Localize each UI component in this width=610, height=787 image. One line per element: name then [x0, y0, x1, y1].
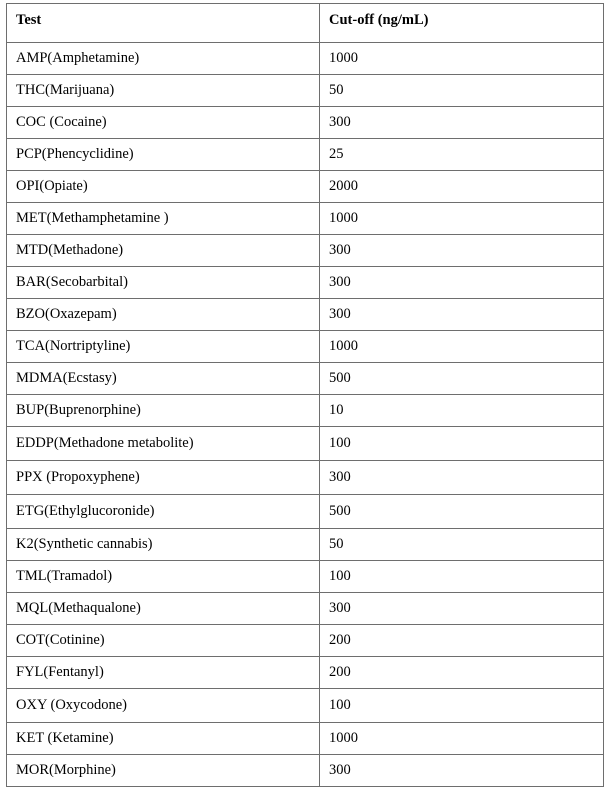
- test-cell: MTD(Methadone): [7, 235, 320, 267]
- test-cell: TCA(Nortriptyline): [7, 331, 320, 363]
- table-row: [7, 755, 604, 787]
- test-cell: COC (Cocaine): [7, 107, 320, 139]
- cutoff-cell: 300: [320, 299, 604, 331]
- cutoff-cell: 100: [320, 689, 604, 723]
- cutoff-cell: 500: [320, 495, 604, 529]
- cutoff-cell: 25: [320, 139, 604, 171]
- test-cell: THC(Marijuana): [7, 75, 320, 107]
- test-cell: K2(Synthetic cannabis): [7, 529, 320, 561]
- table-row: [7, 395, 604, 427]
- header-test: Test: [7, 4, 320, 43]
- cutoff-cell: 1000: [320, 203, 604, 235]
- test-cell: MOR(Morphine): [7, 755, 320, 787]
- test-cell: EDDP(Methadone metabolite): [7, 427, 320, 461]
- cutoff-cell: 300: [320, 461, 604, 495]
- test-cell: PPX (Propoxyphene): [7, 461, 320, 495]
- header-cutoff: Cut-off (ng/mL): [320, 4, 604, 43]
- table-row: [7, 427, 604, 461]
- table-row: [7, 75, 604, 107]
- test-cell: MQL(Methaqualone): [7, 593, 320, 625]
- cutoff-cell: 200: [320, 657, 604, 689]
- table-row: [7, 171, 604, 203]
- test-cell: MET(Methamphetamine ): [7, 203, 320, 235]
- cutoff-cell: 300: [320, 267, 604, 299]
- table-row: [7, 657, 604, 689]
- test-cell: COT(Cotinine): [7, 625, 320, 657]
- test-cell: PCP(Phencyclidine): [7, 139, 320, 171]
- cutoff-cell: 300: [320, 593, 604, 625]
- table-row: [7, 203, 604, 235]
- table-row: [7, 495, 604, 529]
- test-cell: FYL(Fentanyl): [7, 657, 320, 689]
- test-cell: MDMA(Ecstasy): [7, 363, 320, 395]
- table-row: [7, 461, 604, 495]
- test-cell: BZO(Oxazepam): [7, 299, 320, 331]
- cutoff-cell: 1000: [320, 43, 604, 75]
- table-row: [7, 107, 604, 139]
- cutoff-cell: 1000: [320, 331, 604, 363]
- test-cell: AMP(Amphetamine): [7, 43, 320, 75]
- table-row: [7, 331, 604, 363]
- table-row: [7, 689, 604, 723]
- table-row: [7, 43, 604, 75]
- cutoff-cell: 300: [320, 107, 604, 139]
- cutoff-cell: 1000: [320, 723, 604, 755]
- table-row: [7, 299, 604, 331]
- test-cell: OPI(Opiate): [7, 171, 320, 203]
- cutoff-cell: 10: [320, 395, 604, 427]
- cutoff-cell: 100: [320, 561, 604, 593]
- table-row: [7, 561, 604, 593]
- cutoff-cell: 200: [320, 625, 604, 657]
- test-cell: KET (Ketamine): [7, 723, 320, 755]
- table-row: [7, 723, 604, 755]
- cutoff-cell: 300: [320, 235, 604, 267]
- test-cell: BAR(Secobarbital): [7, 267, 320, 299]
- table-row: [7, 593, 604, 625]
- cutoff-cell: 2000: [320, 171, 604, 203]
- test-cell: ETG(Ethylglucoronide): [7, 495, 320, 529]
- table-row: [7, 625, 604, 657]
- cutoff-table: [6, 3, 604, 787]
- cutoff-cell: 300: [320, 755, 604, 787]
- table-row: [7, 363, 604, 395]
- cutoff-cell: 500: [320, 363, 604, 395]
- test-cell: TML(Tramadol): [7, 561, 320, 593]
- cutoff-cell: 100: [320, 427, 604, 461]
- table-row: [7, 267, 604, 299]
- table-body: [7, 43, 604, 787]
- cutoff-cell: 50: [320, 75, 604, 107]
- test-cell: OXY (Oxycodone): [7, 689, 320, 723]
- test-cell: BUP(Buprenorphine): [7, 395, 320, 427]
- table-header-row: [7, 4, 604, 43]
- table-row: [7, 529, 604, 561]
- table-row: [7, 139, 604, 171]
- table-row: [7, 235, 604, 267]
- cutoff-cell: 50: [320, 529, 604, 561]
